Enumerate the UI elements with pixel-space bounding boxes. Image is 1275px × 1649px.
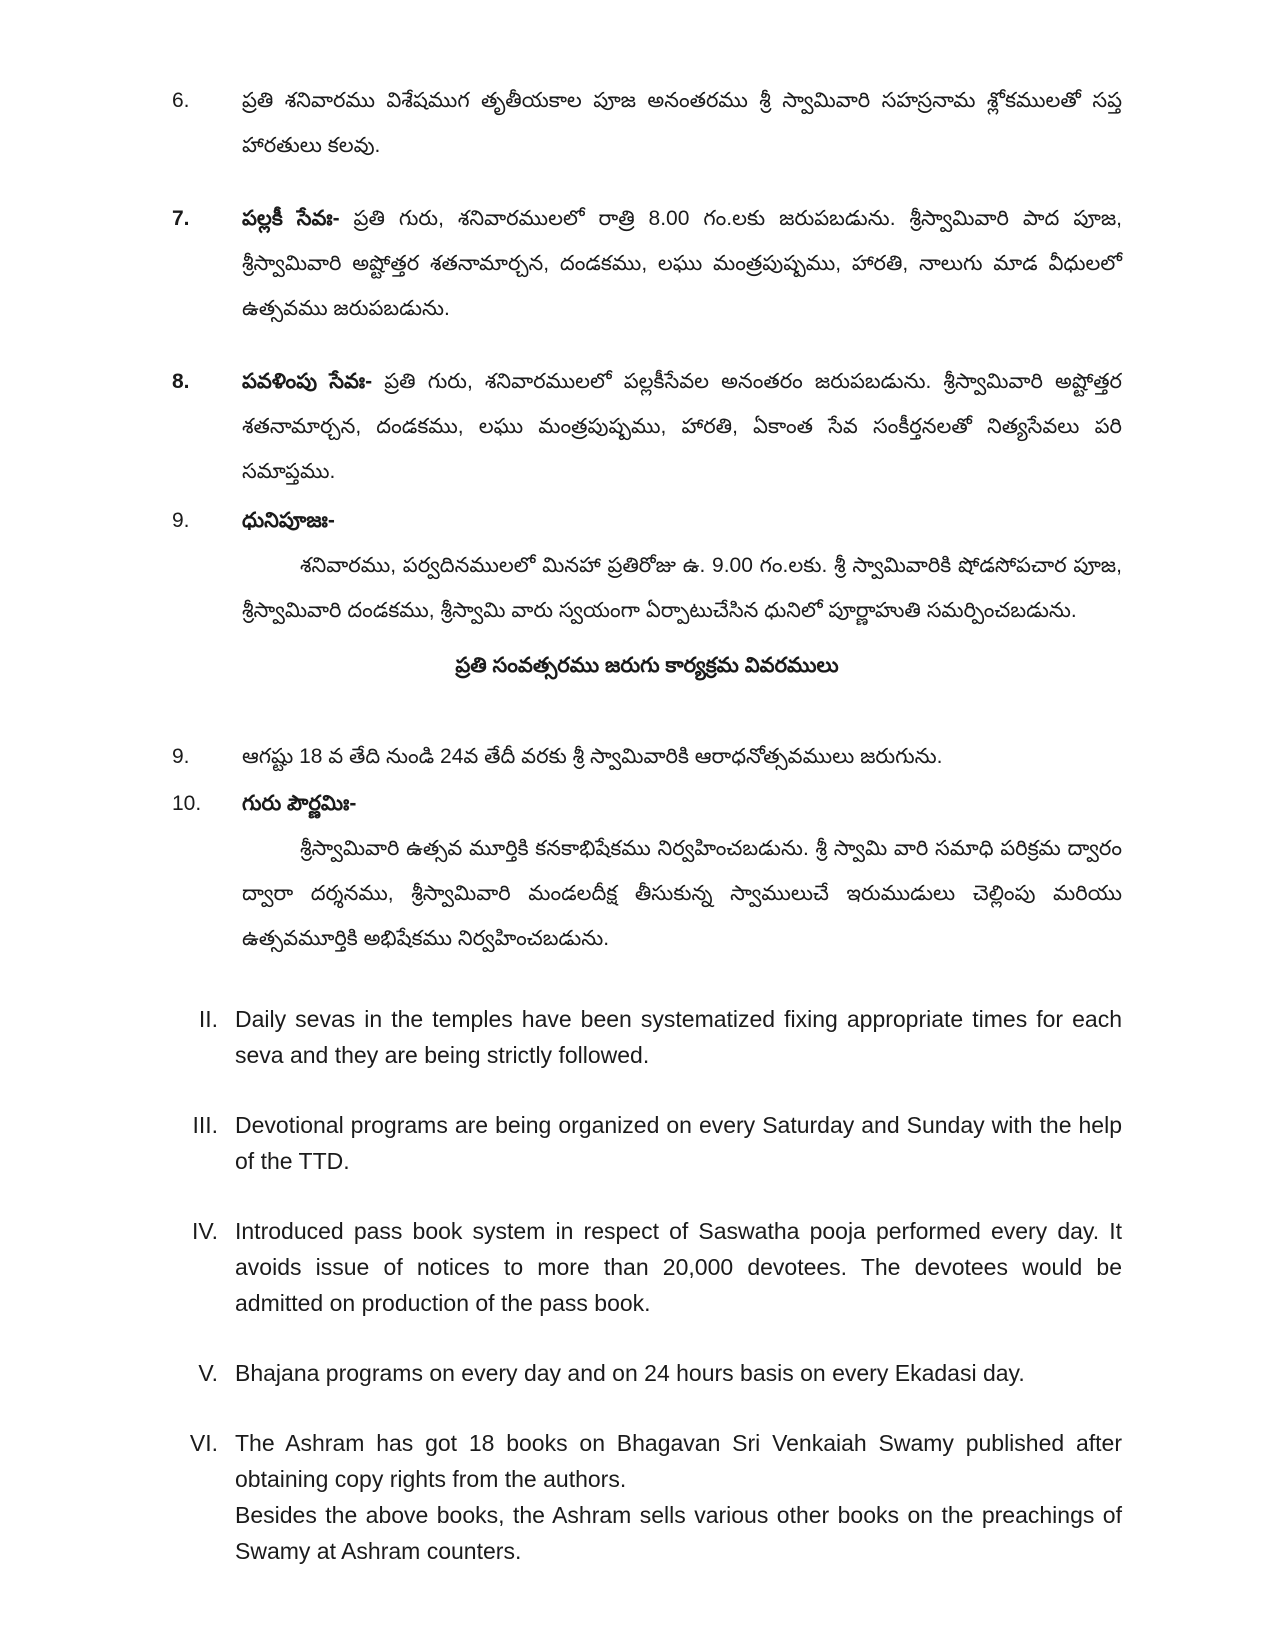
english-list-section [172,1001,1122,1569]
item-numeral: IV. [191,1218,218,1244]
item-text [235,1001,1122,1073]
section-heading: ప్రతి సంవత్సరము జరుగు కార్యక్రమ వివరములు [455,654,839,677]
list-item-v [172,1355,1122,1391]
list-item-iv [172,1213,1122,1321]
item-paragraph: శ్రీస్వామివారి ఉత్సవ మూర్తికి కనకాభిషేకము నిర్వహించబడును. శ్రీ స్వామి వారి సమాధి పరిక్రమ ద్వారం ద్వారా దర్శనము, శ్రీస్వామివారి మండలదీక్ష తీసుకున్న స్వాములుచే ఇరుముడులు చెల్లింపు మరియు ఉత్సవమూర్తికి అభిషేకము నిర్వహించబడును. [242,837,1122,950]
item-text [235,1213,1122,1321]
item-bold-lead: గురు పౌర్ణమిః- [242,792,357,815]
list-item-8 [172,359,1122,494]
item-numeral: V. [198,1360,218,1386]
list-item-6 [172,78,1122,168]
item-bold-lead: ధునిపూజః- [242,509,335,532]
item-number: 8. [172,370,190,393]
item-text: ఆగష్టు 18 వ తేది నుండి 24వ తేదీ వరకు శ్రీ స్వామివారికి ఆరాధనోత్సవములు జరుగును. [242,745,943,768]
item-number: 10. [172,792,202,815]
list-item-ii [172,1001,1122,1073]
telugu-list-section [172,78,1122,633]
item-numeral: III. [192,1112,218,1138]
item-text [242,781,1122,961]
list-item-vi [172,1425,1122,1569]
item-paragraph: శనివారము, పర్వదినములలో మినహా ప్రతిరోజు ఉ. 9.00 గం.లకు. శ్రీ స్వామివారికి షోడసోపచార పూజ, శ్రీస్వామివారి దండకము, శ్రీస్వామి వారు స్వయంగా ఏర్పాటుచేసిన ధునిలో పూర్ణాహుతి సమర్పించబడును. [242,554,1122,622]
item-paragraph: Devotional programs are being organized on every Saturday and Sunday with the help of the TTD. [235,1112,1122,1174]
item-text: ప్రతి శనివారము విశేషముగ తృతీయకాల పూజ అనంతరము శ్రీ స్వామివారి సహస్రనామ శ్లోకములతో సప్త హారతులు కలవు. [242,89,1122,157]
item-numeral: VI. [189,1430,218,1456]
item-number: 9. [172,745,190,768]
item-number: 7. [172,207,190,230]
list-item-10 [172,781,1122,961]
item-body-text: ప్రతి గురు, శనివారములలో రాత్రి 8.00 గం.లకు జరుపబడును. శ్రీస్వామివారి పాద పూజ, శ్రీస్వామివారి అష్టోత్తర శతనామార్చన, దండకము, లఘు మంత్రపుష్పము, హారతి, నాలుగు మాడ వీధులలో ఉత్సవము జరుపబడును. [242,207,1123,320]
item-text [235,1425,1122,1569]
item-paragraph: Besides the above books, the Ashram sells various other books on the preachings of Swamy at Ashram counters. [235,1502,1122,1564]
item-text [235,1107,1122,1179]
item-paragraph: Bhajana programs on every day and on 24 hours basis on every Ekadasi day. [235,1360,1025,1386]
item-number: 6. [172,89,190,112]
list-item-iii [172,1107,1122,1179]
item-text [242,196,1122,331]
list-item-9-aradhana [172,734,1122,779]
item-paragraph: Daily sevas in the temples have been systematized fixing appropriate times for each seva and they are being strictly followed. [235,1006,1122,1068]
item-numeral: II. [198,1006,218,1032]
item-text [242,359,1122,494]
item-body-text: ప్రతి గురు, శనివారములలో పల్లకీసేవల అనంతరం జరుపబడును. శ్రీస్వామివారి అష్టోత్తర శతనామార్చన, దండకము, లఘు మంత్రపుష్పము, హారతి, ఏకాంత సేవ సంకీర్తనలతో నిత్యసేవలు పరి సమాప్తము. [242,370,1122,483]
item-text [235,1355,1122,1391]
item-bold-lead: పవళింపు సేవః- [242,370,373,393]
list-item-9-dhuni [172,498,1122,633]
item-text [242,498,1122,633]
item-bold-lead: పల్లకీ సేవః- [242,207,340,230]
item-paragraph: The Ashram has got 18 books on Bhagavan Sri Venkaiah Swamy published after obtaining copy rights from the authors. [235,1430,1122,1492]
telugu-list-section-2 [172,734,1122,961]
item-number: 9. [172,509,190,532]
item-paragraph: Introduced pass book system in respect of Saswatha pooja performed every day. It avoids issue of notices to more than 20,000 devotees. The devotees would be admitted on production of the pass book. [235,1218,1122,1316]
list-item-7 [172,196,1122,331]
